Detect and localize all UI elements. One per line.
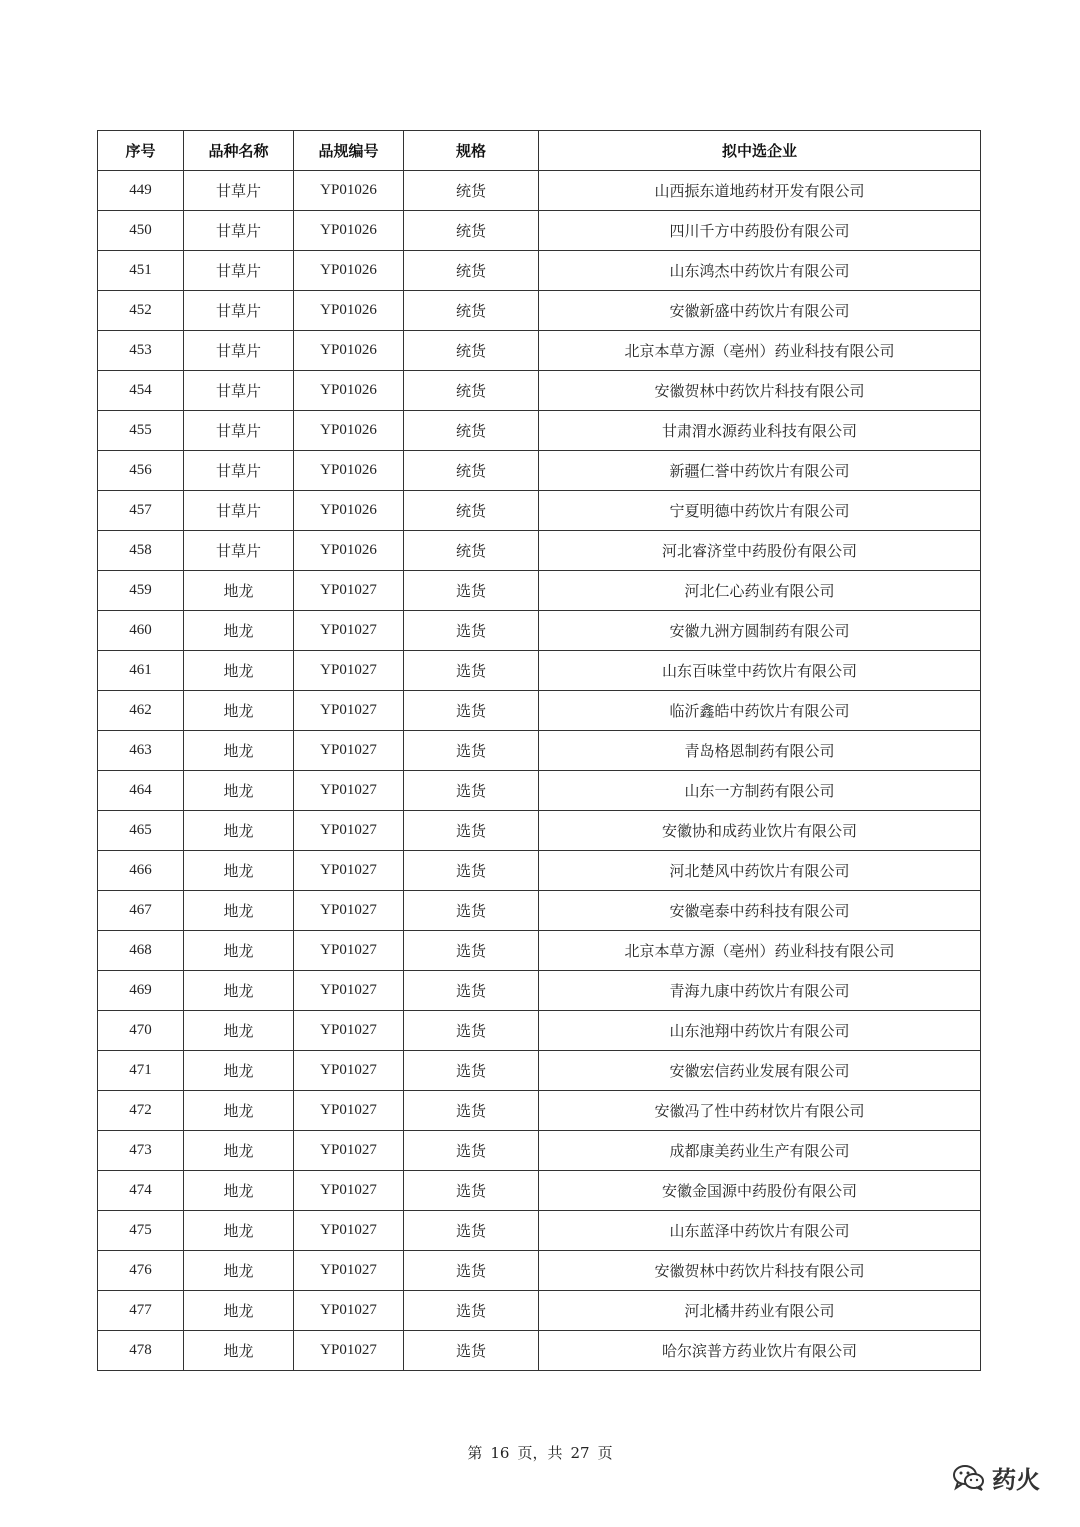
table-row — [98, 211, 981, 251]
cell-enterprise: 青岛格恩制药有限公司 — [539, 731, 981, 771]
cell-enterprise: 临沂鑫皓中药饮片有限公司 — [539, 691, 981, 731]
cell-index: 451 — [98, 251, 184, 291]
cell-variety: 地龙 — [184, 571, 294, 611]
cell-code: YP01026 — [294, 371, 404, 411]
cell-code: YP01027 — [294, 651, 404, 691]
cell-enterprise: 安徽贺林中药饮片科技有限公司 — [539, 371, 981, 411]
footer-middle: 页，共 — [517, 1444, 563, 1462]
table-row — [98, 891, 981, 931]
cell-variety: 甘草片 — [184, 251, 294, 291]
cell-index: 452 — [98, 291, 184, 331]
cell-variety: 地龙 — [184, 1331, 294, 1371]
table-row — [98, 1091, 981, 1131]
cell-code: YP01027 — [294, 811, 404, 851]
cell-spec: 统货 — [404, 211, 539, 251]
cell-variety: 甘草片 — [184, 451, 294, 491]
column-header-index: 序号 — [98, 131, 184, 171]
table-row — [98, 331, 981, 371]
cell-variety: 地龙 — [184, 1291, 294, 1331]
cell-spec: 选货 — [404, 651, 539, 691]
cell-variety: 地龙 — [184, 691, 294, 731]
table-row — [98, 371, 981, 411]
cell-index: 463 — [98, 731, 184, 771]
cell-index: 457 — [98, 491, 184, 531]
table-body — [98, 171, 981, 1371]
cell-enterprise: 山东鸿杰中药饮片有限公司 — [539, 251, 981, 291]
cell-spec: 统货 — [404, 411, 539, 451]
cell-enterprise: 安徽新盛中药饮片有限公司 — [539, 291, 981, 331]
cell-spec: 选货 — [404, 891, 539, 931]
cell-index: 478 — [98, 1331, 184, 1371]
cell-index: 461 — [98, 651, 184, 691]
cell-variety: 地龙 — [184, 731, 294, 771]
cell-code: YP01027 — [294, 611, 404, 651]
cell-variety: 地龙 — [184, 1091, 294, 1131]
cell-index: 455 — [98, 411, 184, 451]
table-row — [98, 1211, 981, 1251]
cell-spec: 统货 — [404, 531, 539, 571]
cell-index: 467 — [98, 891, 184, 931]
table-row — [98, 1131, 981, 1171]
cell-code: YP01027 — [294, 971, 404, 1011]
cell-spec: 统货 — [404, 171, 539, 211]
cell-index: 450 — [98, 211, 184, 251]
cell-index: 471 — [98, 1051, 184, 1091]
cell-variety: 甘草片 — [184, 211, 294, 251]
cell-code: YP01026 — [294, 251, 404, 291]
cell-enterprise: 甘肃渭水源药业科技有限公司 — [539, 411, 981, 451]
cell-variety: 地龙 — [184, 771, 294, 811]
table-row — [98, 731, 981, 771]
cell-spec: 统货 — [404, 371, 539, 411]
table-row — [98, 251, 981, 291]
cell-variety: 甘草片 — [184, 531, 294, 571]
table-row — [98, 1331, 981, 1371]
table-row — [98, 1291, 981, 1331]
table-row — [98, 931, 981, 971]
cell-code: YP01027 — [294, 891, 404, 931]
cell-index: 465 — [98, 811, 184, 851]
cell-code: YP01027 — [294, 1011, 404, 1051]
cell-enterprise: 宁夏明德中药饮片有限公司 — [539, 491, 981, 531]
cell-variety: 地龙 — [184, 611, 294, 651]
enterprise-table — [97, 130, 981, 1371]
cell-variety: 甘草片 — [184, 291, 294, 331]
cell-index: 470 — [98, 1011, 184, 1051]
cell-spec: 选货 — [404, 571, 539, 611]
cell-index: 454 — [98, 371, 184, 411]
cell-variety: 甘草片 — [184, 371, 294, 411]
wechat-icon — [952, 1464, 986, 1492]
table-row — [98, 411, 981, 451]
footer-page-number: 16 — [490, 1444, 510, 1462]
cell-code: YP01027 — [294, 1171, 404, 1211]
cell-code: YP01026 — [294, 291, 404, 331]
cell-index: 469 — [98, 971, 184, 1011]
cell-enterprise: 北京本草方源（亳州）药业科技有限公司 — [539, 331, 981, 371]
table-header-row — [98, 131, 981, 171]
cell-enterprise: 安徽协和成药业饮片有限公司 — [539, 811, 981, 851]
cell-enterprise: 哈尔滨普方药业饮片有限公司 — [539, 1331, 981, 1371]
cell-spec: 选货 — [404, 971, 539, 1011]
cell-enterprise: 河北睿济堂中药股份有限公司 — [539, 531, 981, 571]
cell-variety: 地龙 — [184, 971, 294, 1011]
cell-enterprise: 安徽贺林中药饮片科技有限公司 — [539, 1251, 981, 1291]
cell-index: 460 — [98, 611, 184, 651]
cell-enterprise: 山东池翔中药饮片有限公司 — [539, 1011, 981, 1051]
cell-enterprise: 四川千方中药股份有限公司 — [539, 211, 981, 251]
cell-enterprise: 山西振东道地药材开发有限公司 — [539, 171, 981, 211]
cell-code: YP01026 — [294, 491, 404, 531]
cell-spec: 选货 — [404, 771, 539, 811]
cell-enterprise: 北京本草方源（亳州）药业科技有限公司 — [539, 931, 981, 971]
cell-code: YP01027 — [294, 931, 404, 971]
cell-spec: 选货 — [404, 1051, 539, 1091]
cell-index: 464 — [98, 771, 184, 811]
footer-suffix: 页 — [597, 1444, 613, 1462]
cell-index: 475 — [98, 1211, 184, 1251]
cell-code: YP01027 — [294, 1251, 404, 1291]
cell-enterprise: 成都康美药业生产有限公司 — [539, 1131, 981, 1171]
cell-index: 468 — [98, 931, 184, 971]
cell-enterprise: 安徽宏信药业发展有限公司 — [539, 1051, 981, 1091]
account-watermark — [952, 1460, 1040, 1495]
watermark-text: 药火 — [992, 1466, 1040, 1494]
cell-spec: 统货 — [404, 291, 539, 331]
cell-index: 462 — [98, 691, 184, 731]
table-row — [98, 651, 981, 691]
cell-enterprise: 青海九康中药饮片有限公司 — [539, 971, 981, 1011]
cell-variety: 甘草片 — [184, 331, 294, 371]
cell-variety: 地龙 — [184, 1211, 294, 1251]
cell-variety: 甘草片 — [184, 491, 294, 531]
cell-enterprise: 河北楚风中药饮片有限公司 — [539, 851, 981, 891]
cell-variety: 地龙 — [184, 1011, 294, 1051]
cell-variety: 甘草片 — [184, 171, 294, 211]
cell-enterprise: 安徽亳泰中药科技有限公司 — [539, 891, 981, 931]
cell-code: YP01027 — [294, 1331, 404, 1371]
cell-spec: 选货 — [404, 811, 539, 851]
cell-code: YP01027 — [294, 771, 404, 811]
table-row — [98, 571, 981, 611]
table-row — [98, 971, 981, 1011]
cell-spec: 选货 — [404, 1211, 539, 1251]
table-row — [98, 491, 981, 531]
cell-enterprise: 新疆仁誉中药饮片有限公司 — [539, 451, 981, 491]
cell-variety: 地龙 — [184, 1051, 294, 1091]
cell-spec: 选货 — [404, 1131, 539, 1171]
cell-variety: 地龙 — [184, 851, 294, 891]
cell-index: 474 — [98, 1171, 184, 1211]
cell-code: YP01026 — [294, 531, 404, 571]
table-row — [98, 1011, 981, 1051]
cell-variety: 地龙 — [184, 1131, 294, 1171]
table-row — [98, 171, 981, 211]
cell-code: YP01027 — [294, 1091, 404, 1131]
table-row — [98, 1051, 981, 1091]
cell-index: 453 — [98, 331, 184, 371]
table-row — [98, 811, 981, 851]
cell-spec: 选货 — [404, 1171, 539, 1211]
column-header-variety: 品种名称 — [184, 131, 294, 171]
footer-prefix: 第 — [467, 1444, 483, 1462]
cell-index: 459 — [98, 571, 184, 611]
cell-spec: 统货 — [404, 491, 539, 531]
footer-total-pages: 27 — [570, 1444, 590, 1462]
cell-spec: 选货 — [404, 851, 539, 891]
cell-code: YP01026 — [294, 411, 404, 451]
cell-code: YP01027 — [294, 1211, 404, 1251]
cell-enterprise: 河北橘井药业有限公司 — [539, 1291, 981, 1331]
cell-variety: 地龙 — [184, 1251, 294, 1291]
cell-code: YP01026 — [294, 211, 404, 251]
cell-enterprise: 山东百味堂中药饮片有限公司 — [539, 651, 981, 691]
cell-enterprise: 安徽九洲方圆制药有限公司 — [539, 611, 981, 651]
cell-index: 466 — [98, 851, 184, 891]
cell-index: 473 — [98, 1131, 184, 1171]
cell-code: YP01026 — [294, 171, 404, 211]
cell-index: 472 — [98, 1091, 184, 1131]
table-row — [98, 851, 981, 891]
cell-variety: 地龙 — [184, 891, 294, 931]
cell-enterprise: 安徽金国源中药股份有限公司 — [539, 1171, 981, 1211]
column-header-spec: 规格 — [404, 131, 539, 171]
cell-spec: 选货 — [404, 1331, 539, 1371]
column-header-enterprise: 拟中选企业 — [539, 131, 981, 171]
cell-code: YP01027 — [294, 851, 404, 891]
cell-index: 477 — [98, 1291, 184, 1331]
cell-code: YP01027 — [294, 1051, 404, 1091]
cell-code: YP01027 — [294, 1131, 404, 1171]
cell-code: YP01027 — [294, 571, 404, 611]
column-header-code: 品规编号 — [294, 131, 404, 171]
cell-spec: 选货 — [404, 931, 539, 971]
cell-code: YP01027 — [294, 731, 404, 771]
cell-code: YP01026 — [294, 451, 404, 491]
table-row — [98, 1251, 981, 1291]
page-footer — [0, 1442, 1080, 1463]
cell-spec: 选货 — [404, 1011, 539, 1051]
cell-index: 458 — [98, 531, 184, 571]
cell-enterprise: 安徽冯了性中药材饮片有限公司 — [539, 1091, 981, 1131]
table-row — [98, 291, 981, 331]
cell-spec: 统货 — [404, 331, 539, 371]
cell-variety: 甘草片 — [184, 411, 294, 451]
table-row — [98, 531, 981, 571]
cell-spec: 统货 — [404, 451, 539, 491]
cell-code: YP01027 — [294, 1291, 404, 1331]
cell-spec: 选货 — [404, 1251, 539, 1291]
cell-spec: 选货 — [404, 1091, 539, 1131]
cell-spec: 选货 — [404, 731, 539, 771]
cell-index: 449 — [98, 171, 184, 211]
cell-index: 456 — [98, 451, 184, 491]
cell-enterprise: 河北仁心药业有限公司 — [539, 571, 981, 611]
table-row — [98, 611, 981, 651]
cell-variety: 地龙 — [184, 1171, 294, 1211]
table-row — [98, 771, 981, 811]
cell-enterprise: 山东一方制药有限公司 — [539, 771, 981, 811]
table-row — [98, 1171, 981, 1211]
cell-spec: 选货 — [404, 1291, 539, 1331]
cell-code: YP01026 — [294, 331, 404, 371]
cell-variety: 地龙 — [184, 811, 294, 851]
cell-spec: 选货 — [404, 691, 539, 731]
cell-variety: 地龙 — [184, 651, 294, 691]
cell-spec: 统货 — [404, 251, 539, 291]
table-row — [98, 691, 981, 731]
cell-index: 476 — [98, 1251, 184, 1291]
cell-variety: 地龙 — [184, 931, 294, 971]
cell-spec: 选货 — [404, 611, 539, 651]
cell-code: YP01027 — [294, 691, 404, 731]
cell-enterprise: 山东蓝泽中药饮片有限公司 — [539, 1211, 981, 1251]
table-row — [98, 451, 981, 491]
